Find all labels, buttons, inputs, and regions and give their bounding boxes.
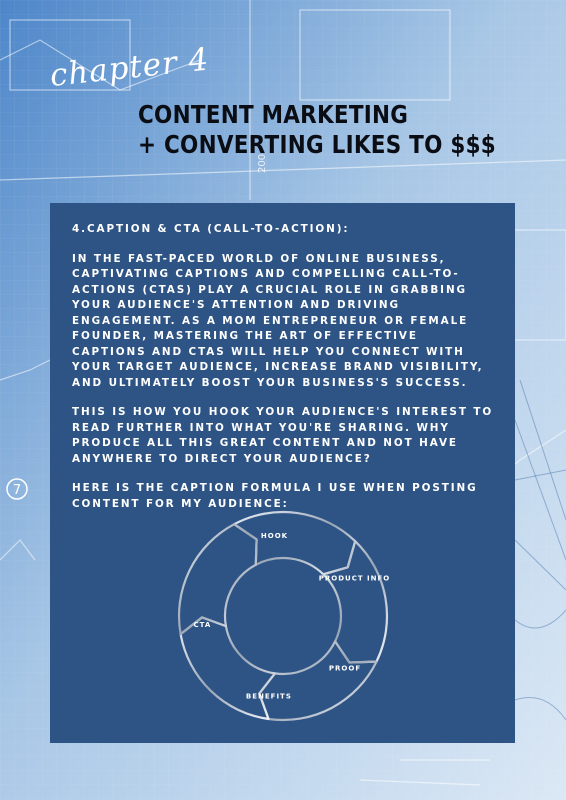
circle-number-label: 7 [12, 483, 22, 498]
page-title [138, 100, 496, 160]
paragraph-hook: THIS IS HOW YOU HOOK YOUR AUDIENCE'S INTEREST TO READ FURTHER INTO WHAT YOU'RE SHARING. WHY PRODUCE ALL THIS GREAT CONTENT AND NOT HAVE ANYWHERE TO DIRECT YOUR AUDIENCE? [72, 406, 494, 465]
cycle-label-product-info: PRODUCT INFO [318, 574, 391, 583]
cycle-label-proof: PROOF [328, 664, 362, 673]
cycle-segment-benefits [181, 617, 275, 719]
paragraph-intro: IN THE FAST-PACED WORLD OF ONLINE BUSINESS, CAPTIVATING CAPTIONS AND COMPELLING CALL-TO-ACTIONS (CTAS) PLAY A CRUCIAL ROLE IN GRABBING YOUR AUDIENCE'S ATTENTION AND DRIVING ENGAGEMENT. AS A MOM ENTREPRENEUR OR FEMALE FOUNDER, MASTERING THE ART OF EFFECTIVE CAPTIONS AND CTAS WILL HELP YOU CONNECT WITH YOUR TARGET AUDIENCE, INCREASE BRAND VISIBILITY, AND ULTIMATELY BOOST YOUR BUSINESS'S SUCCESS. [72, 252, 484, 389]
paragraph-formula: HERE IS THE CAPTION FORMULA I USE WHEN POSTING CONTENT FOR MY AUDIENCE: [72, 482, 478, 510]
cycle-label-hook: HOOK [260, 531, 289, 540]
axis-number-label: 200 [257, 153, 268, 173]
content-panel [50, 203, 515, 743]
cycle-label-cta: CTA [193, 621, 212, 629]
cycle-segment-proof [259, 641, 376, 720]
title-line-2: + CONVERTING LIKES TO $$$ [138, 130, 497, 159]
cycle-segment-hook [234, 512, 355, 574]
cycle-segment-cta [179, 524, 257, 634]
title-line-1: CONTENT MARKETING [138, 100, 409, 129]
caption-formula-cycle [168, 506, 398, 726]
panel-text [72, 222, 497, 526]
chapter-label: chapter 4 [48, 41, 211, 94]
cycle-label-benefits: BENEFITS [245, 692, 292, 701]
section-heading: 4.CAPTION & CTA (CALL-TO-ACTION): [72, 223, 350, 235]
